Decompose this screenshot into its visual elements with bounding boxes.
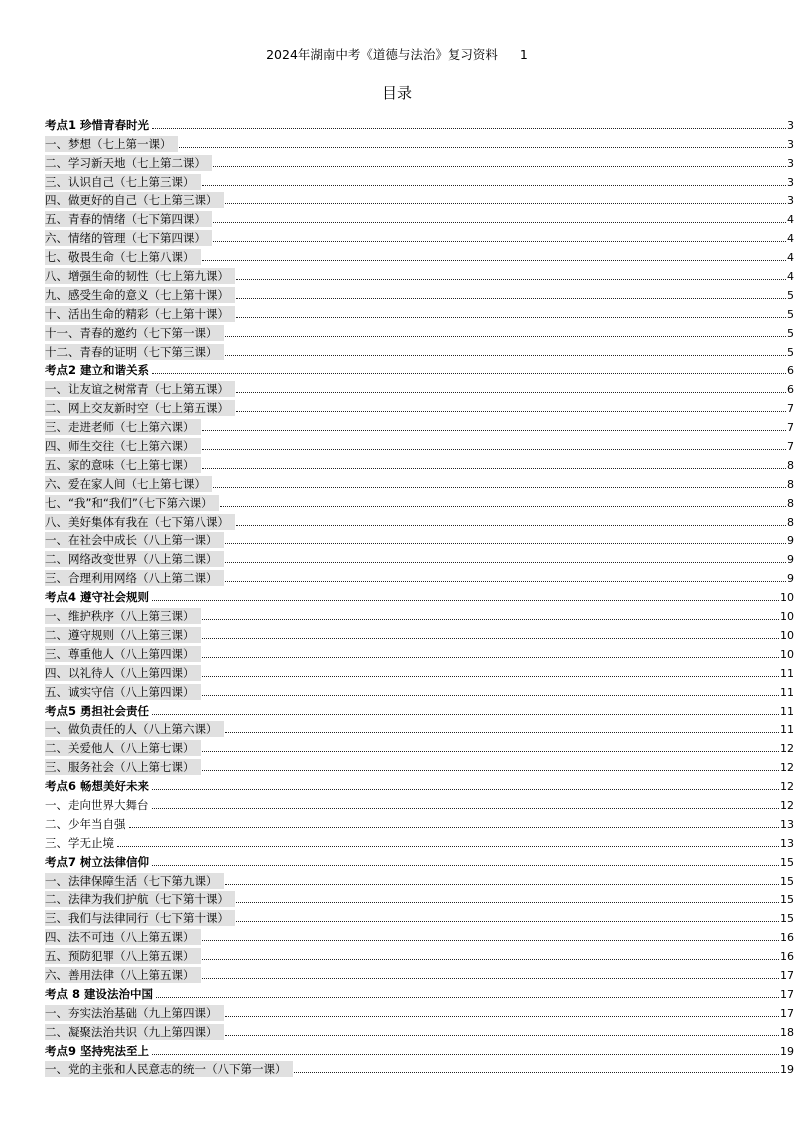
toc-entry-page[interactable]: 18: [780, 1025, 794, 1039]
toc-section-entry[interactable]: [45, 851, 794, 870]
toc-entry-label[interactable]: 三、我们与法律同行（七下第十课）: [45, 910, 235, 926]
toc-entry[interactable]: [45, 378, 794, 397]
toc-entry[interactable]: [45, 719, 794, 738]
toc-entry-label[interactable]: 考点4 遵守社会规则: [45, 590, 150, 605]
toc-entry-label[interactable]: 五、诚实守信（八上第四课）: [45, 684, 201, 700]
toc-entry[interactable]: [45, 265, 794, 284]
toc-entry-label[interactable]: 二、凝聚法治共识（九上第四课）: [45, 1024, 224, 1040]
dot-leader: [202, 260, 787, 261]
toc-entry[interactable]: [45, 756, 794, 775]
toc-entry-page[interactable]: 8: [787, 458, 794, 472]
toc-entry-label[interactable]: 考点9 坚持宪法至上: [45, 1043, 150, 1058]
toc-entry-page[interactable]: 19: [780, 1044, 794, 1058]
toc-entry-label[interactable]: 三、学无止境: [45, 835, 114, 850]
toc-entry-page[interactable]: 13: [780, 836, 794, 850]
toc-entry-label[interactable]: 四、以礼待人（八上第四课）: [45, 665, 201, 681]
page-header: [0, 45, 794, 63]
dot-leader: [152, 714, 779, 715]
toc-entry[interactable]: [45, 284, 794, 303]
toc-entry-label[interactable]: 考点5 勇担社会责任: [45, 703, 150, 718]
toc-entry-page[interactable]: 11: [780, 723, 794, 737]
toc-entry-label[interactable]: 六、情绪的管理（七下第四课）: [45, 230, 212, 246]
toc-entry[interactable]: [45, 643, 794, 662]
toc-entry[interactable]: [45, 832, 794, 851]
toc-entry-page[interactable]: 9: [787, 553, 794, 567]
dot-leader: [225, 203, 787, 204]
dot-leader: [220, 506, 786, 507]
toc-entry-page[interactable]: 17: [780, 987, 794, 1001]
dot-leader: [225, 562, 787, 563]
toc-entry[interactable]: [45, 416, 794, 435]
toc-entry[interactable]: [45, 511, 794, 530]
dot-leader: [156, 997, 779, 998]
toc-entry-page[interactable]: 10: [780, 591, 794, 605]
toc-entry-label[interactable]: 五、家的意味（七上第七课）: [45, 457, 201, 473]
toc-entry-label[interactable]: 四、师生交往（七上第六课）: [45, 438, 201, 454]
toc-entry-label[interactable]: 二、学习新天地（七上第二课）: [45, 155, 212, 171]
toc-entry-page[interactable]: 11: [780, 685, 794, 699]
toc-entry[interactable]: [45, 473, 794, 492]
toc-entry-page[interactable]: 17: [780, 968, 794, 982]
toc-entry-label[interactable]: 六、善用法律（八上第五课）: [45, 967, 201, 983]
toc-entry[interactable]: [45, 530, 794, 549]
toc-entry-label[interactable]: 一、夯实法治基础（九上第四课）: [45, 1005, 224, 1021]
toc-entry-label[interactable]: 二、法律为我们护航（七下第十课）: [45, 891, 235, 907]
toc-entry-label[interactable]: 五、青春的情绪（七下第四课）: [45, 211, 212, 227]
dot-leader: [225, 884, 780, 885]
toc-entry-page[interactable]: 6: [787, 364, 794, 378]
toc-entry[interactable]: [45, 454, 794, 473]
toc-heading: 目录: [381, 84, 412, 102]
dot-leader: [129, 827, 780, 828]
page-number: 1: [519, 47, 528, 62]
dot-leader: [213, 487, 786, 488]
toc-entry-page[interactable]: 10: [780, 628, 794, 642]
toc-entry-label[interactable]: 一、法律保障生活（七下第九课）: [45, 873, 224, 889]
toc-entry-page[interactable]: 15: [780, 874, 794, 888]
toc-entry-page[interactable]: 10: [780, 647, 794, 661]
dot-leader: [202, 978, 780, 979]
dot-leader: [152, 789, 779, 790]
toc-entry-page[interactable]: 3: [787, 156, 794, 170]
toc-section-entry[interactable]: [45, 700, 794, 719]
toc-entry[interactable]: [45, 171, 794, 190]
toc-entry-page[interactable]: 17: [780, 1006, 794, 1020]
dot-leader: [213, 241, 786, 242]
dot-leader: [202, 638, 780, 639]
toc-section-entry[interactable]: [45, 1040, 794, 1059]
toc-entry-page[interactable]: 7: [787, 402, 794, 416]
toc-entry-label[interactable]: 一、让友谊之树常青（七上第五课）: [45, 381, 235, 397]
toc-entry-page[interactable]: 12: [780, 798, 794, 812]
toc-entry[interactable]: [45, 813, 794, 832]
dot-leader: [152, 128, 786, 129]
toc-entry-page[interactable]: 4: [787, 232, 794, 246]
toc-entry[interactable]: [45, 567, 794, 586]
toc-entry-label[interactable]: 二、网上交友新时空（七上第五课）: [45, 400, 235, 416]
dot-leader: [236, 411, 786, 412]
toc-entry[interactable]: [45, 435, 794, 454]
dot-leader: [152, 1054, 779, 1055]
dot-leader: [213, 222, 786, 223]
dot-leader: [202, 185, 787, 186]
toc-section-entry[interactable]: [45, 775, 794, 794]
toc-entry-page[interactable]: 12: [780, 742, 794, 756]
toc-entry-page[interactable]: 5: [787, 326, 794, 340]
toc-entry-label[interactable]: 二、网络改变世界（八上第二课）: [45, 551, 224, 567]
toc-entry-page[interactable]: 15: [780, 855, 794, 869]
toc-entry[interactable]: [45, 870, 794, 889]
toc-entry-label[interactable]: 八、美好集体有我在（七下第八课）: [45, 514, 235, 530]
toc-entry[interactable]: [45, 662, 794, 681]
toc-entry[interactable]: [45, 397, 794, 416]
toc-entry-page[interactable]: 6: [787, 383, 794, 397]
toc-entry-label[interactable]: 一、在社会中成长（八上第一课）: [45, 532, 224, 548]
dot-leader: [202, 940, 780, 941]
toc-entry-page[interactable]: 7: [787, 440, 794, 454]
toc-entry[interactable]: [45, 1021, 794, 1040]
dot-leader: [202, 657, 780, 658]
toc-entry-label[interactable]: 四、做更好的自己（七上第三课）: [45, 192, 224, 208]
toc-entry[interactable]: [45, 605, 794, 624]
toc-entry[interactable]: [45, 303, 794, 322]
toc-entry-page[interactable]: 19: [780, 1063, 794, 1077]
toc-entry-label[interactable]: 二、遵守规则（八上第三课）: [45, 627, 201, 643]
toc-entry-page[interactable]: 16: [780, 950, 794, 964]
dot-leader: [225, 543, 787, 544]
toc-entry-label[interactable]: 一、梦想（七上第一课）: [45, 136, 178, 152]
toc-entry-label[interactable]: 四、法不可违（八上第五课）: [45, 929, 201, 945]
dot-leader: [236, 392, 786, 393]
toc-entry-page[interactable]: 8: [787, 477, 794, 491]
dot-leader: [225, 581, 787, 582]
dot-leader: [152, 808, 780, 809]
dot-leader: [179, 147, 787, 148]
toc-entry[interactable]: [45, 737, 794, 756]
toc-entry-label[interactable]: 考点2 建立和谐关系: [45, 363, 150, 378]
dot-leader: [225, 355, 787, 356]
toc-entry-page[interactable]: 5: [787, 345, 794, 359]
toc-entry[interactable]: [45, 208, 794, 227]
toc-entry[interactable]: [45, 190, 794, 209]
dot-leader: [236, 902, 779, 903]
toc-section-entry[interactable]: [45, 983, 794, 1002]
toc-entry-label[interactable]: 三、认识自己（七上第三课）: [45, 174, 201, 190]
dot-leader: [236, 279, 786, 280]
dot-leader: [202, 770, 780, 771]
toc-entry-label[interactable]: 十一、青春的邀约（七下第一课）: [45, 325, 224, 341]
toc-entry-page[interactable]: 12: [780, 780, 794, 794]
dot-leader: [236, 921, 779, 922]
dot-leader: [202, 751, 780, 752]
toc-entry-page[interactable]: 3: [787, 194, 794, 208]
toc-entry-label[interactable]: 三、尊重他人（八上第四课）: [45, 646, 201, 662]
toc-entry-page[interactable]: 4: [787, 213, 794, 227]
toc-entry-page[interactable]: 3: [787, 137, 794, 151]
toc-entry-label[interactable]: 九、感受生命的意义（七上第十课）: [45, 287, 235, 303]
toc-entry-label[interactable]: 考点 8 建设法治中国: [45, 986, 154, 1001]
document-title: 2024年湖南中考《道德与法治》复习资料: [266, 47, 498, 62]
toc-entry-page[interactable]: 11: [780, 704, 794, 718]
dot-leader: [202, 619, 780, 620]
toc-entry[interactable]: [45, 1002, 794, 1021]
toc-entry-label[interactable]: 三、合理利用网络（八上第二课）: [45, 570, 224, 586]
toc-section-entry[interactable]: [45, 586, 794, 605]
toc-entry[interactable]: [45, 624, 794, 643]
toc-entry-page[interactable]: 5: [787, 307, 794, 321]
toc-entry-label[interactable]: 三、服务社会（八上第七课）: [45, 759, 201, 775]
toc-entry[interactable]: [45, 681, 794, 700]
toc-entry[interactable]: [45, 133, 794, 152]
toc-entry-label[interactable]: 一、走向世界大舞台: [45, 797, 149, 812]
toc-entry[interactable]: [45, 964, 794, 983]
toc-entry-page[interactable]: 4: [787, 270, 794, 284]
toc-entry[interactable]: [45, 794, 794, 813]
toc-entry[interactable]: [45, 889, 794, 908]
toc-entry-page[interactable]: 7: [787, 421, 794, 435]
toc-entry-label[interactable]: 六、爱在家人间（七上第七课）: [45, 476, 212, 492]
dot-leader: [236, 298, 786, 299]
toc-entry-label[interactable]: 二、关爱他人（八上第七课）: [45, 740, 201, 756]
toc-entry-label[interactable]: 五、预防犯罪（八上第五课）: [45, 948, 201, 964]
toc-entry-page[interactable]: 16: [780, 931, 794, 945]
dot-leader: [202, 449, 787, 450]
dot-leader: [225, 1035, 780, 1036]
toc-entry-page[interactable]: 4: [787, 251, 794, 265]
dot-leader: [202, 676, 780, 677]
toc-entry-page[interactable]: 3: [787, 175, 794, 189]
toc-entry-label[interactable]: 一、党的主张和人民意志的统一（八下第一课）: [45, 1061, 293, 1077]
toc-section-entry[interactable]: [45, 114, 794, 133]
toc-entry[interactable]: [45, 341, 794, 360]
toc-entry[interactable]: [45, 945, 794, 964]
toc-entry-label[interactable]: 七、敬畏生命（七上第八课）: [45, 249, 201, 265]
toc-entry-page[interactable]: 13: [780, 817, 794, 831]
dot-leader: [152, 373, 786, 374]
toc-entry-label[interactable]: 一、做负责任的人（八上第六课）: [45, 721, 224, 737]
toc-entry-page[interactable]: 11: [780, 666, 794, 680]
toc-entry-page[interactable]: 15: [780, 893, 794, 907]
toc-entry-label[interactable]: 三、走进老师（七上第六课）: [45, 419, 201, 435]
dot-leader: [294, 1072, 780, 1073]
toc-entry-page[interactable]: 9: [787, 534, 794, 548]
dot-leader: [236, 317, 786, 318]
toc-entry-page[interactable]: 8: [787, 496, 794, 510]
toc-entry-label[interactable]: 一、维护秩序（八上第三课）: [45, 608, 201, 624]
dot-leader: [202, 695, 780, 696]
toc-entry-label[interactable]: 二、少年当自强: [45, 816, 126, 831]
table-of-contents: [45, 114, 794, 1077]
dot-leader: [152, 600, 779, 601]
toc-entry-label[interactable]: 八、增强生命的韧性（七上第九课）: [45, 268, 235, 284]
toc-entry-page[interactable]: 8: [787, 515, 794, 529]
toc-entry-label[interactable]: 十二、青春的证明（七下第三课）: [45, 344, 224, 360]
dot-leader: [152, 865, 779, 866]
toc-entry[interactable]: [45, 322, 794, 341]
toc-entry-page[interactable]: 5: [787, 288, 794, 302]
toc-entry-page[interactable]: 15: [780, 912, 794, 926]
dot-leader: [225, 732, 780, 733]
toc-entry[interactable]: [45, 227, 794, 246]
dot-leader: [225, 336, 787, 337]
dot-leader: [117, 846, 779, 847]
toc-entry[interactable]: [45, 548, 794, 567]
dot-leader: [225, 1016, 780, 1017]
dot-leader: [202, 430, 787, 431]
toc-entry-label[interactable]: 七、“我”和“我们”（七下第六课）: [45, 495, 219, 511]
toc-entry[interactable]: [45, 1059, 794, 1078]
dot-leader: [213, 166, 786, 167]
toc-entry[interactable]: [45, 246, 794, 265]
toc-entry-page[interactable]: 12: [780, 761, 794, 775]
toc-section-entry[interactable]: [45, 360, 794, 379]
toc-entry[interactable]: [45, 926, 794, 945]
dot-leader: [236, 525, 786, 526]
toc-entry-page[interactable]: 3: [787, 118, 794, 132]
toc-entry-label[interactable]: 考点1 珍惜青春时光: [45, 117, 150, 132]
toc-entry[interactable]: [45, 907, 794, 926]
toc-entry[interactable]: [45, 492, 794, 511]
toc-entry-label[interactable]: 考点6 畅想美好未来: [45, 779, 150, 794]
toc-entry-label[interactable]: 考点7 树立法律信仰: [45, 854, 150, 869]
dot-leader: [202, 959, 780, 960]
toc-entry-page[interactable]: 10: [780, 610, 794, 624]
dot-leader: [202, 468, 787, 469]
toc-entry-label[interactable]: 十、活出生命的精彩（七上第十课）: [45, 306, 235, 322]
toc-entry-page[interactable]: 9: [787, 572, 794, 586]
toc-entry[interactable]: [45, 152, 794, 171]
